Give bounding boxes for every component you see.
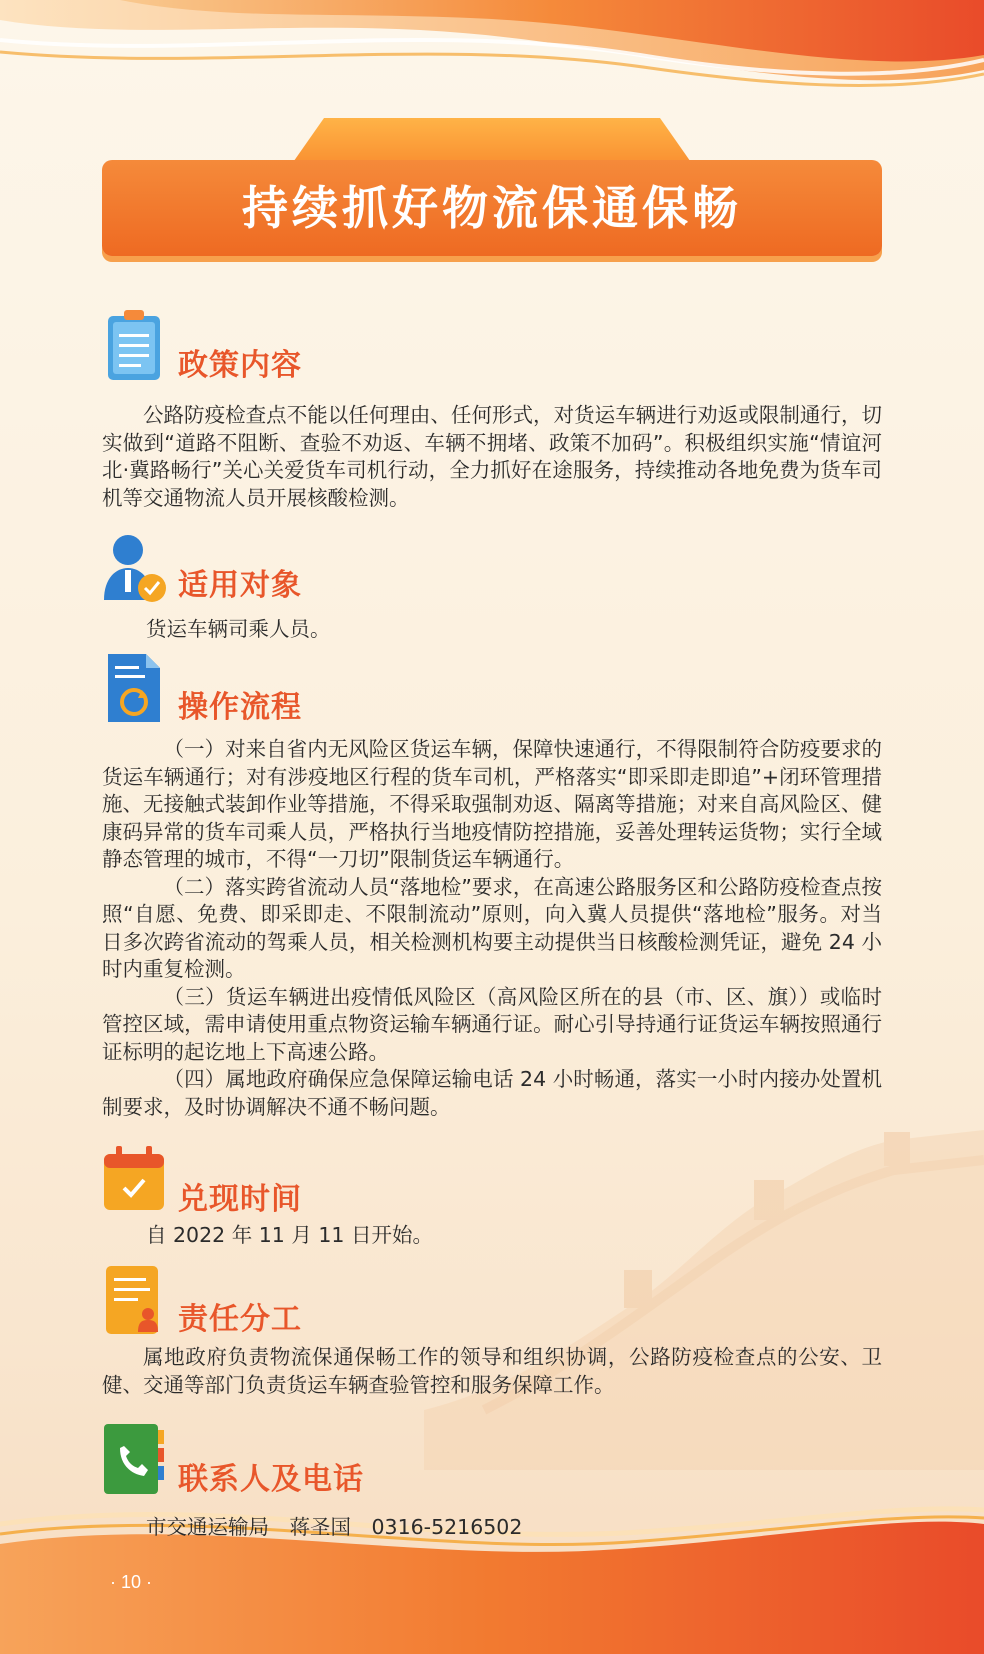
section-target-title: 适用对象 xyxy=(178,568,302,603)
title-banner xyxy=(102,118,882,258)
section-duty-text: 属地政府负责物流保通保畅工作的领导和组织协调，公路防疫检查点的公安、卫健、交通等部门负责货运车辆查验管控和服务保障工作。 xyxy=(102,1345,882,1397)
section-process-header xyxy=(102,650,862,730)
section-process-title: 操作流程 xyxy=(178,690,302,725)
section-time-header xyxy=(102,1142,862,1222)
process-item-3: （三）货运车辆进出疫情低风险区（高风险区所在的县（市、区、旗））或临时管控区域，需申请使用重点物资运输车辆通行证。耐心引导持通行证货运车辆按照通行证标明的起讫地上下高速公路。 xyxy=(102,984,882,1064)
top-wave-decoration xyxy=(0,0,984,110)
section-time-title: 兑现时间 xyxy=(178,1182,302,1217)
process-item-2: （二）落实跨省流动人员“落地检”要求，在高速公路服务区和公路防疫检查点按照“自愿、免费、即采即走、不限制流动”原则，向入冀人员提供“落地检”服务。对当日多次跨省流动的驾乘人员，相关检测机构要主动提供当日核酸检测凭证，避免 24 小时内重复检测。 xyxy=(102,874,882,981)
section-time-text: 自 2022 年 11 月 11 日开始。 xyxy=(146,1223,433,1247)
section-target-header xyxy=(102,528,862,608)
document-refresh-icon xyxy=(102,650,166,726)
section-duty-title: 责任分工 xyxy=(178,1302,302,1337)
clipboard-icon xyxy=(102,308,166,384)
page-title: 持续抓好物流保通保畅 xyxy=(242,181,742,235)
section-policy-title: 政策内容 xyxy=(178,348,302,383)
page-number: · 10 · xyxy=(110,1572,153,1592)
section-duty-header xyxy=(102,1262,862,1342)
section-contact-header xyxy=(102,1422,862,1502)
phone-book-icon xyxy=(102,1422,166,1498)
user-check-icon xyxy=(102,528,166,604)
calendar-check-icon xyxy=(102,1142,166,1218)
section-policy-header xyxy=(102,308,862,388)
process-item-1: （一）对来自省内无风险区货运车辆，保障快速通行，不得限制符合防疫要求的货运车辆通行；对有涉疫地区行程的货车司机，严格落实“即采即走即追”+闭环管理措施、无接触式装卸作业等措施，不得采取强制劝返、隔离等措施；对来自高风险区、健康码异常的货车司乘人员，严格执行当地疫情防控措施，妥善处理转运货物；实行全域静态管理的城市，不得“一刀切”限制货运车辆通行。 xyxy=(102,737,882,871)
section-policy-text: 公路防疫检查点不能以任何理由、任何形式，对货运车辆进行劝返或限制通行，切实做到“道路不阻断、查验不劝返、车辆不拥堵、政策不加码”。积极组织实施“情谊河北·冀路畅行”关心关爱货车司机行动，全力抓好在途服务，持续推动各地免费为货车司机等交通物流人员开展核酸检测。 xyxy=(102,403,882,510)
section-target-text: 货运车辆司乘人员。 xyxy=(146,617,331,641)
section-contact-text: 市交通运输局 蒋圣国 0316-5216502 xyxy=(146,1515,523,1539)
document-person-icon xyxy=(102,1262,166,1338)
process-item-4: （四）属地政府确保应急保障运输电话 24 小时畅通，落实一小时内接办处置机制要求，及时协调解决不通不畅问题。 xyxy=(102,1067,882,1119)
section-contact-title: 联系人及电话 xyxy=(178,1462,364,1497)
process-list xyxy=(102,736,882,1121)
